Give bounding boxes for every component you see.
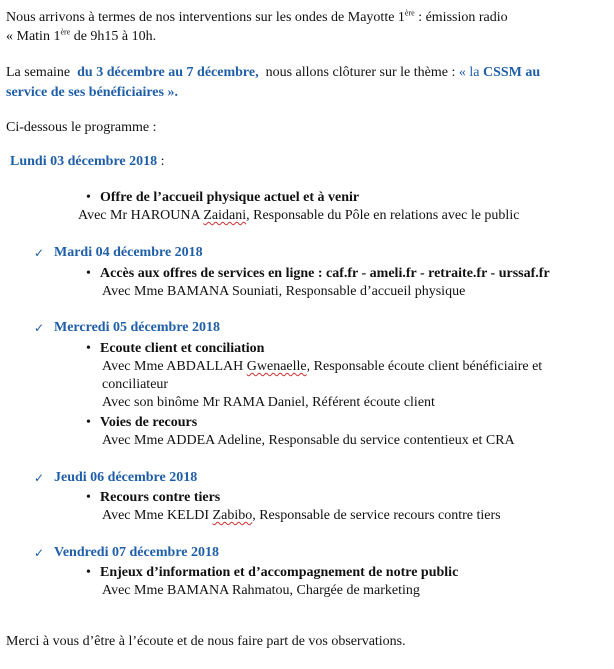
superscript-ere: ère [404, 8, 415, 18]
theme-close: ». [163, 85, 178, 100]
item-title: Accès aux offres de services en ligne : caf.fr - ameli.fr - retraite.fr - urssaf.fr [100, 266, 550, 281]
bullet-icon: • [86, 190, 91, 205]
week-prefix: La semaine [6, 65, 71, 80]
detail-text: , Responsable du Pôle en relations avec le public [246, 208, 520, 223]
detail-text: , Responsable de service recours contre tiers [252, 508, 501, 523]
detail-text: Avec Mme ABDALLAH [102, 359, 247, 374]
item-detail [102, 508, 501, 524]
program-intro: Ci-dessous le programme : [6, 120, 157, 135]
item-title: Enjeux d’information et d’accompagnement de notre public [100, 565, 459, 580]
intro-line-1 [6, 10, 508, 26]
item-detail [102, 359, 542, 375]
day-heading-vendredi: Vendredi 07 décembre 2018 [54, 545, 220, 560]
checkmark-icon: ✓ [34, 246, 45, 260]
intro-line-2 [6, 29, 156, 45]
day-suffix: : [157, 154, 165, 169]
theme-bold-1: CSSM au [482, 65, 541, 80]
intro-line-1-text: Nous arrivons à termes de nos interventions sur les ondes de Mayotte 1 [6, 10, 405, 25]
detail-name-misspelled: Zaidani [203, 208, 247, 223]
week-middle: nous allons clôturer sur le thème : [265, 65, 456, 80]
detail-name-misspelled: Gwenaelle [246, 359, 307, 374]
week-dates: du 3 décembre au 7 décembre, [77, 65, 259, 80]
bullet-icon: • [86, 415, 91, 430]
checkmark-icon: ✓ [34, 546, 45, 560]
intro-line-1-suffix: : émission radio [414, 10, 508, 25]
week-line-1 [6, 65, 540, 81]
day-date: Lundi 03 décembre 2018 [10, 154, 158, 169]
superscript-ere: ère [60, 27, 71, 37]
item-title: Recours contre tiers [100, 490, 221, 505]
item-detail [78, 208, 519, 224]
day-heading-lundi [10, 154, 165, 170]
detail-text: Avec Mr HAROUNA [78, 208, 204, 223]
item-detail: conciliateur [102, 377, 169, 392]
bullet-icon: • [86, 490, 91, 505]
item-title: Offre de l’accueil physique actuel et à venir [100, 190, 360, 205]
item-detail: Avec Mme BAMANA Souniati, Responsable d’accueil physique [102, 284, 466, 299]
item-detail: Avec son binôme Mr RAMA Daniel, Référent écoute client [102, 395, 435, 410]
detail-name-misspelled: Zabibo [212, 508, 253, 523]
bullet-icon: • [86, 266, 91, 281]
bullet-icon: • [86, 565, 91, 580]
day-heading-jeudi: Jeudi 06 décembre 2018 [54, 470, 198, 485]
intro-line-2-suffix: de 9h15 à 10h. [70, 29, 157, 44]
detail-text: Avec Mme KELDI [102, 508, 213, 523]
bullet-icon: • [86, 341, 91, 356]
item-title: Ecoute client et conciliation [100, 341, 265, 356]
checkmark-icon: ✓ [34, 321, 45, 335]
theme-bold-2: service de ses bénéficiaires [6, 85, 164, 100]
intro-line-2-text: « Matin 1 [6, 29, 61, 44]
item-detail: Avec Mme ADDEA Adeline, Responsable du service contentieux et CRA [102, 433, 515, 448]
checkmark-icon: ✓ [34, 471, 45, 485]
item-detail: Avec Mme BAMANA Rahmatou, Chargée de marketing [102, 583, 420, 598]
week-line-2 [6, 85, 178, 101]
theme-open: « la [458, 65, 483, 80]
item-title: Voies de recours [100, 415, 198, 430]
day-heading-mardi: Mardi 04 décembre 2018 [54, 245, 203, 260]
detail-text: , Responsable écoute client bénéficiaire et [306, 359, 543, 374]
day-heading-mercredi: Mercredi 05 décembre 2018 [54, 320, 221, 335]
closing-text: Merci à vous d’être à l’écoute et de nous faire part de vos observations. [6, 634, 406, 649]
